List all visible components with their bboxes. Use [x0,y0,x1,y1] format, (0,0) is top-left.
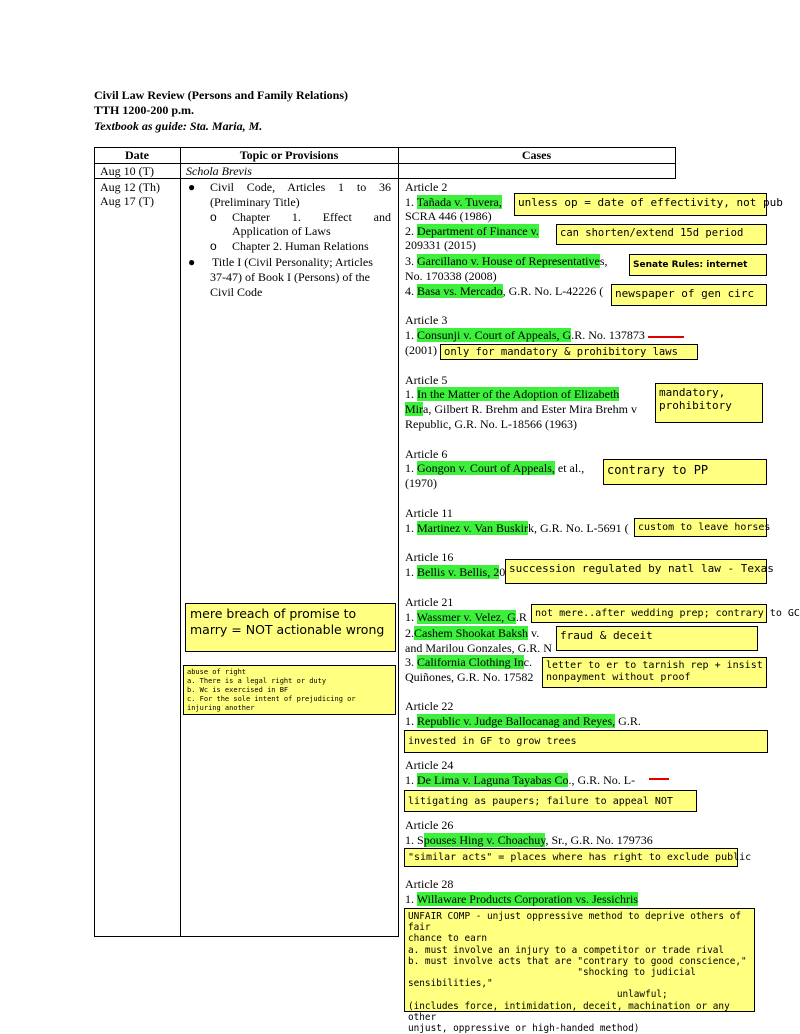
case-garcillano-cite: No. 170338 (2008) [405,269,497,283]
row1-date: Aug 10 (T) [100,164,154,178]
sticky-note[interactable]: fraud & deceit [556,626,758,651]
topic-bullet1-a: Civil Code, Articles 1 to 36 [210,180,391,194]
case-wassmer: 1. Wassmer v. Velez, G.R [405,610,527,624]
sticky-note[interactable]: invested in GF to grow trees [404,730,768,753]
topic-bullet2-c: Civil Code [210,285,263,299]
textbook-value: : Sta. Maria, M. [182,119,263,133]
sticky-note[interactable]: can shorten/extend 15d period [556,224,767,245]
case-adoption-mira-2: Mira, Gilbert R. Brehm and Ester Mira Brehm v [405,402,637,416]
article-6-heading: Article 6 [405,447,448,461]
textbook-label: Textbook as guide [94,119,183,133]
case-de-lima: 1. De Lima v. Laguna Tayabas Co., G.R. No. L- [405,773,636,787]
sticky-note-abuse-of-right[interactable]: abuse of right a. There is a legal right or duty b. Wc is exercised in BF c. For the sole intent of prejudicing or injuring another [183,665,396,715]
sticky-note[interactable]: not mere..after wedding prep; contrary to GC [531,604,767,623]
case-consunji: 1. Consunji v. Court of Appeals, G.R. No. 137873 [405,328,645,342]
bullet-icon: ● [188,255,196,269]
case-garcillano: 3. Garcillano v. House of Representatives, [405,254,608,268]
article-2-heading: Article 2 [405,180,448,194]
red-pen-mark [648,336,684,338]
article-26-heading: Article 26 [405,818,454,832]
sub-bullet-icon: o [210,239,217,253]
red-pen-mark [649,778,669,780]
bullet-icon: ● [188,180,196,194]
sticky-note-breach-promise[interactable]: mere breach of promise to marry = NOT actionable wrong [185,603,396,652]
topic-bullet1-b: (Preliminary Title) [210,195,300,209]
article-24-heading: Article 24 [405,758,454,772]
sticky-note[interactable]: custom to leave horses [634,518,767,537]
case-cashem: 2.Cashem Shookat Baksh v. [405,626,540,640]
sticky-note[interactable]: only for mandatory & prohibitory laws [440,344,698,360]
sticky-note[interactable]: succession regulated by natl law - Texas [505,559,767,584]
article-21-heading: Article 21 [405,595,454,609]
schedule: TTH 1200-200 p.m. [94,103,195,117]
case-adoption-mira: 1. In the Matter of the Adoption of Elizabeth [405,387,620,401]
document-title: Civil Law Review (Persons and Family Relations) [94,88,348,102]
topic-bullet2-b: 37-47) of Book I (Persons) of the [210,270,370,284]
case-bellis: 1. Bellis v. Bellis, 20 [405,565,506,579]
case-gongon-cite: (1970) [405,476,437,490]
case-adoption-mira-cite: Republic, G.R. No. L-18566 (1963) [405,417,577,431]
col-header-cases: Cases [521,148,552,162]
case-consunji-cite: (2001) [405,343,437,357]
article-28-heading: Article 28 [405,877,454,891]
topic-sub1-b: Application of Laws [232,224,331,238]
case-california-clothing-cite: Quiñones, G.R. No. 17582 [405,670,534,684]
row1-topic: Schola Brevis [186,164,252,178]
article-16-heading: Article 16 [405,550,454,564]
sticky-note[interactable]: contrary to PP [603,459,767,485]
case-california-clothing: 3. California Clothing Inc. [405,655,532,669]
row2-date-2: Aug 17 (T) [100,194,154,208]
case-cashem-cite: and Marilou Gonzales, G.R. N [405,641,552,655]
col-header-date: Date [125,148,149,162]
case-tanada: 1. Tañada v. Tuvera, [405,195,502,209]
article-5-heading: Article 5 [405,373,448,387]
topic-sub2: Chapter 2. Human Relations [232,239,369,253]
article-11-heading: Article 11 [405,506,453,520]
sticky-note[interactable]: "similar acts" = places where has right to exclude public [404,848,738,867]
article-3-heading: Article 3 [405,313,448,327]
case-tanada-cite: SCRA 446 (1986) [405,209,492,223]
sticky-note[interactable]: unless op = date of effectivity, not pub [514,193,767,216]
case-gongon: 1. Gongon v. Court of Appeals, et al., [405,461,585,475]
sticky-note[interactable]: mandatory, prohibitory [655,383,763,423]
sticky-note[interactable]: letter to er to tarnish rep + insist nonpayment without proof [542,657,767,688]
topic-bullet2-a: Title I (Civil Personality; Articles [212,255,373,269]
case-willaware: 1. Willaware Products Corporation vs. Jessichris [405,892,638,906]
sticky-note[interactable]: litigating as paupers; failure to appeal NOT [404,790,697,812]
sub-bullet-icon: o [210,210,217,224]
case-martinez: 1. Martinez v. Van Buskirk, G.R. No. L-5691 ( [405,521,629,535]
textbook-line [94,119,262,134]
col-header-topic: Topic or Provisions [239,148,339,162]
case-dept-finance: 2. Department of Finance v. [405,224,539,238]
article-22-heading: Article 22 [405,699,454,713]
topic-sub1-a: Chapter 1. Effect and [232,210,391,224]
row2-date-1: Aug 12 (Th) [100,180,160,194]
sticky-note[interactable]: Senate Rules: internet [629,254,767,276]
case-ballocanag: 1. Republic v. Judge Ballocanag and Reyes, G.R. [405,714,641,728]
case-basa: 4. Basa vs. Mercado, G.R. No. L-42226 ( [405,284,604,298]
sticky-note[interactable]: newspaper of gen circ [611,284,767,306]
sticky-note-unfair-comp[interactable]: UNFAIR COMP - unjust oppressive method to deprive others of fair chance to earn a. must involve an injury to a competitor or trade rival b. must involve acts that are "contrary to good conscience," "shocking to judicial sensibilities," unlawful; (includes force, intimidation, deceit, machination or any other unjust, oppressive or high-handed method) [404,908,755,1012]
case-dept-finance-cite: 209331 (2015) [405,238,476,252]
case-hing: 1. Spouses Hing v. Choachuy, Sr., G.R. No. 179736 [405,833,653,847]
